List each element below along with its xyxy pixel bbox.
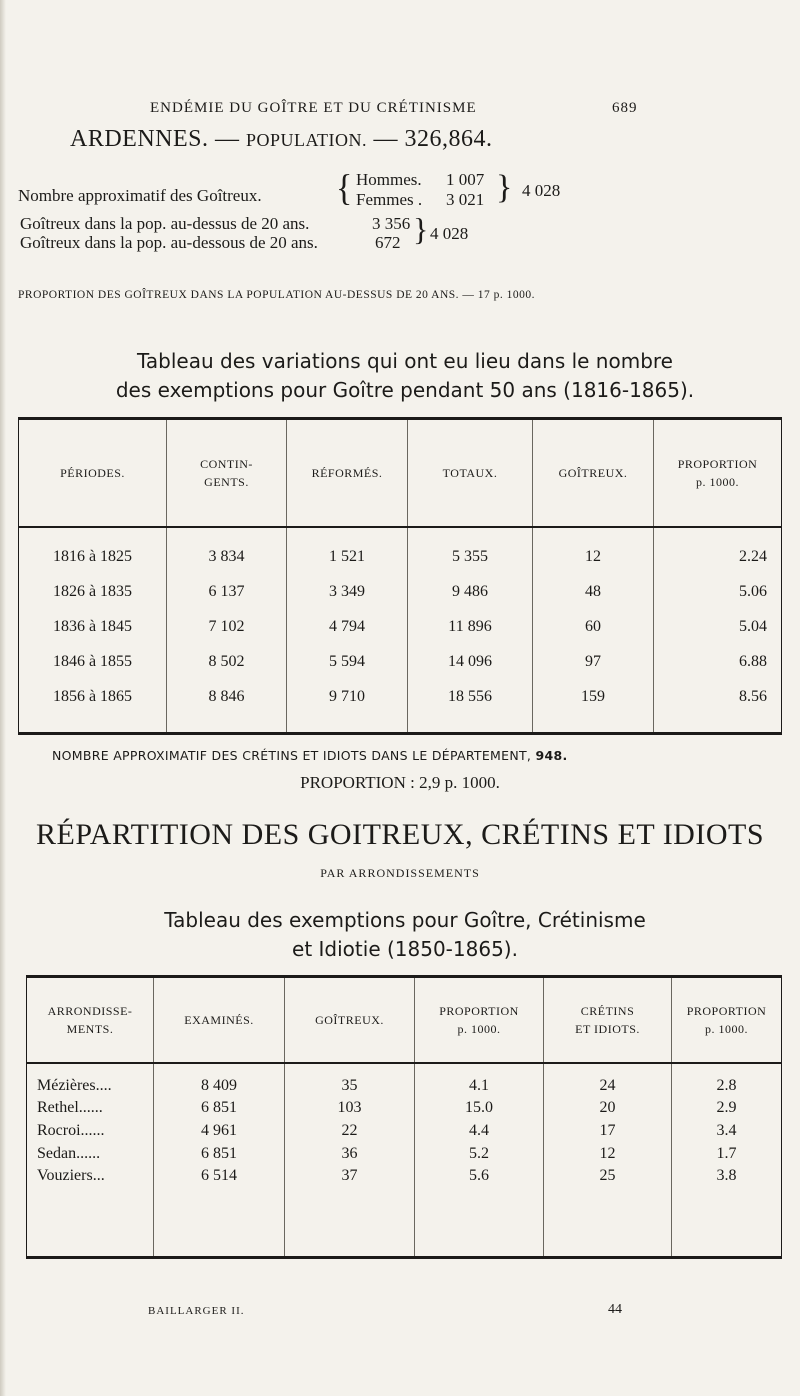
table2-title	[20, 906, 790, 964]
goitreux-cell: 97	[533, 644, 654, 679]
totaux-cell: 9 486	[408, 574, 533, 609]
goitre-count-label: Nombre approximatif des Goîtreux.	[18, 186, 262, 205]
examines-cell: 8 409	[154, 1075, 285, 1098]
cretins-cell: 24	[544, 1075, 672, 1098]
proportion-cell: 5.04	[739, 617, 767, 635]
cretins-note-value: 948.	[535, 748, 568, 763]
printer-signature: BAILLARGER II.	[148, 1305, 245, 1317]
goitreux-cell: 37	[285, 1165, 415, 1188]
table-row	[19, 644, 782, 679]
table1-title	[20, 347, 790, 405]
col-goitreux: GOÎTREUX.	[533, 419, 654, 527]
col-periods: PÉRIODES.	[19, 419, 167, 527]
period-cell: 1816 à 1825	[19, 539, 167, 574]
proportion-cell: 5.06	[739, 582, 767, 600]
col-proportion-cretins: PROPORTION p. 1000.	[672, 977, 782, 1063]
arrondissement-cell: Rethel......	[27, 1097, 154, 1120]
proportion-cell: 4.4	[415, 1120, 544, 1143]
goitreux-cell: 12	[533, 539, 654, 574]
col-proportion: PROPORTION p. 1000.	[654, 419, 782, 527]
cretins-cell: 25	[544, 1165, 672, 1188]
col-arrondissements: ARRONDISSE- MENTS.	[27, 977, 154, 1063]
contingents-cell: 7 102	[167, 609, 287, 644]
arrondissement-cell: Rocroi......	[27, 1120, 154, 1143]
goitreux-cell: 103	[285, 1097, 415, 1120]
proportion-cell: 6.88	[739, 652, 767, 670]
cretins-cell: 12	[544, 1142, 672, 1165]
proportion-cell: 2.9	[716, 1099, 737, 1117]
exemptions-table	[18, 417, 782, 735]
reformes-cell: 1 521	[287, 539, 408, 574]
adults-label: Goîtreux dans la pop. au-dessus de 20 ans.	[20, 214, 310, 233]
reformes-cell: 4 794	[287, 609, 408, 644]
table2-title-line2: et Idiotie (1850-1865).	[292, 937, 518, 961]
proportion-cell: 5.6	[415, 1165, 544, 1188]
goitre-proportion-line: PROPORTION DES GOÎTREUX DANS LA POPULATION AU-DESSUS DE 20 ANS. — 17 p. 1000.	[18, 289, 536, 301]
dash: —	[373, 126, 399, 152]
period-cell: 1826 à 1835	[19, 574, 167, 609]
goitreux-cell: 35	[285, 1075, 415, 1098]
cretins-note-text: NOMBRE APPROXIMATIF DES CRÉTINS ET IDIOTS DANS LE DÉPARTEMENT,	[52, 748, 532, 763]
examines-cell: 6 514	[154, 1165, 285, 1188]
arrondissement-cell: Vouziers...	[27, 1165, 154, 1188]
page-edge	[0, 0, 6, 1396]
totaux-cell: 14 096	[408, 644, 533, 679]
adults-value: 3 356	[372, 214, 411, 233]
running-title: ENDÉMIE DU GOÎTRE ET DU CRÉTINISME	[150, 100, 477, 116]
closing-brace: }	[496, 169, 513, 206]
col-goitreux: GOÎTREUX.	[285, 977, 415, 1063]
population-label: POPULATION.	[246, 130, 368, 150]
goitreux-cell: 48	[533, 574, 654, 609]
examines-cell: 6 851	[154, 1142, 285, 1165]
proportion-cell: 5.2	[415, 1142, 544, 1165]
cretins-cell: 17	[544, 1120, 672, 1143]
reformes-cell: 3 349	[287, 574, 408, 609]
reformes-cell: 5 594	[287, 644, 408, 679]
goitreux-cell: 36	[285, 1142, 415, 1165]
closing-brace: }	[413, 211, 429, 247]
department-name: ARDENNES.	[70, 126, 209, 152]
examines-cell: 4 961	[154, 1120, 285, 1143]
table-row	[27, 1075, 782, 1098]
minors-label: Goîtreux dans la pop. au-dessous de 20 ans.	[20, 233, 318, 252]
minors-value: 672	[375, 233, 401, 252]
col-reformes: RÉFORMÉS.	[287, 419, 408, 527]
totaux-cell: 18 556	[408, 679, 533, 714]
goitreux-cell: 22	[285, 1120, 415, 1143]
dash: —	[215, 126, 240, 152]
arrondissement-cell: Sedan......	[27, 1142, 154, 1165]
period-cell: 1836 à 1845	[19, 609, 167, 644]
table-row	[27, 1097, 782, 1120]
proportion-cell: 4.1	[415, 1075, 544, 1098]
col-cretins: CRÉTINS ET IDIOTS.	[544, 977, 672, 1063]
col-examines: EXAMINÉS.	[154, 977, 285, 1063]
table-row	[19, 609, 782, 644]
goitreux-cell: 159	[533, 679, 654, 714]
sheet-number: 44	[608, 1302, 622, 1317]
arrondissement-cell: Mézières....	[27, 1075, 154, 1098]
goitreux-cell: 60	[533, 609, 654, 644]
proportion-cell: 1.7	[716, 1144, 737, 1162]
total-2: 4 028	[430, 224, 469, 243]
page-number: 689	[612, 100, 638, 116]
table2-title-line1: Tableau des exemptions pour Goître, Crétinisme	[164, 908, 646, 932]
men-value: 1 007	[446, 170, 485, 189]
cretins-proportion: PROPORTION : 2,9 p. 1000.	[300, 773, 500, 792]
population-value: 326,864.	[404, 126, 493, 152]
women-value: 3 021	[446, 190, 485, 209]
proportion-cell: 2.8	[716, 1076, 737, 1094]
table-row	[19, 574, 782, 609]
contingents-cell: 8 846	[167, 679, 287, 714]
brace: {	[336, 168, 353, 209]
totaux-cell: 5 355	[408, 539, 533, 574]
proportion-cell: 15.0	[415, 1097, 544, 1120]
contingents-cell: 8 502	[167, 644, 287, 679]
table1-title-line1: Tableau des variations qui ont eu lieu dans le nombre	[137, 349, 673, 373]
table-row	[19, 539, 782, 574]
contingents-cell: 3 834	[167, 539, 287, 574]
proportion-cell: 8.56	[739, 687, 767, 705]
col-contingents: CONTIN- GENTS.	[167, 419, 287, 527]
department-heading	[70, 126, 710, 153]
proportion-cell: 2.24	[739, 547, 767, 565]
reformes-cell: 9 710	[287, 679, 408, 714]
arrondissements-table	[26, 975, 782, 1259]
table-row	[27, 1120, 782, 1143]
table-row	[27, 1142, 782, 1165]
table1-title-line2: des exemptions pour Goître pendant 50 ans (1816-1865).	[115, 378, 695, 402]
period-cell: 1856 à 1865	[19, 679, 167, 714]
cretins-note	[52, 748, 772, 763]
col-totaux: TOTAUX.	[408, 419, 533, 527]
proportion-cell: 3.8	[716, 1167, 737, 1185]
col-proportion-goitre: PROPORTION p. 1000.	[415, 977, 544, 1063]
section-title: RÉPARTITION DES GOITREUX, CRÉTINS ET IDIOTS	[35, 818, 765, 851]
contingents-cell: 6 137	[167, 574, 287, 609]
period-cell: 1846 à 1855	[19, 644, 167, 679]
section-subtitle: PAR ARRONDISSEMENTS	[320, 866, 480, 880]
women-label: Femmes .	[356, 190, 423, 209]
totaux-cell: 11 896	[408, 609, 533, 644]
table-row	[19, 679, 782, 714]
cretins-cell: 20	[544, 1097, 672, 1120]
proportion-cell: 3.4	[716, 1121, 737, 1139]
total-1: 4 028	[522, 181, 561, 200]
men-label: Hommes.	[356, 170, 422, 189]
table-row	[27, 1165, 782, 1188]
examines-cell: 6 851	[154, 1097, 285, 1120]
